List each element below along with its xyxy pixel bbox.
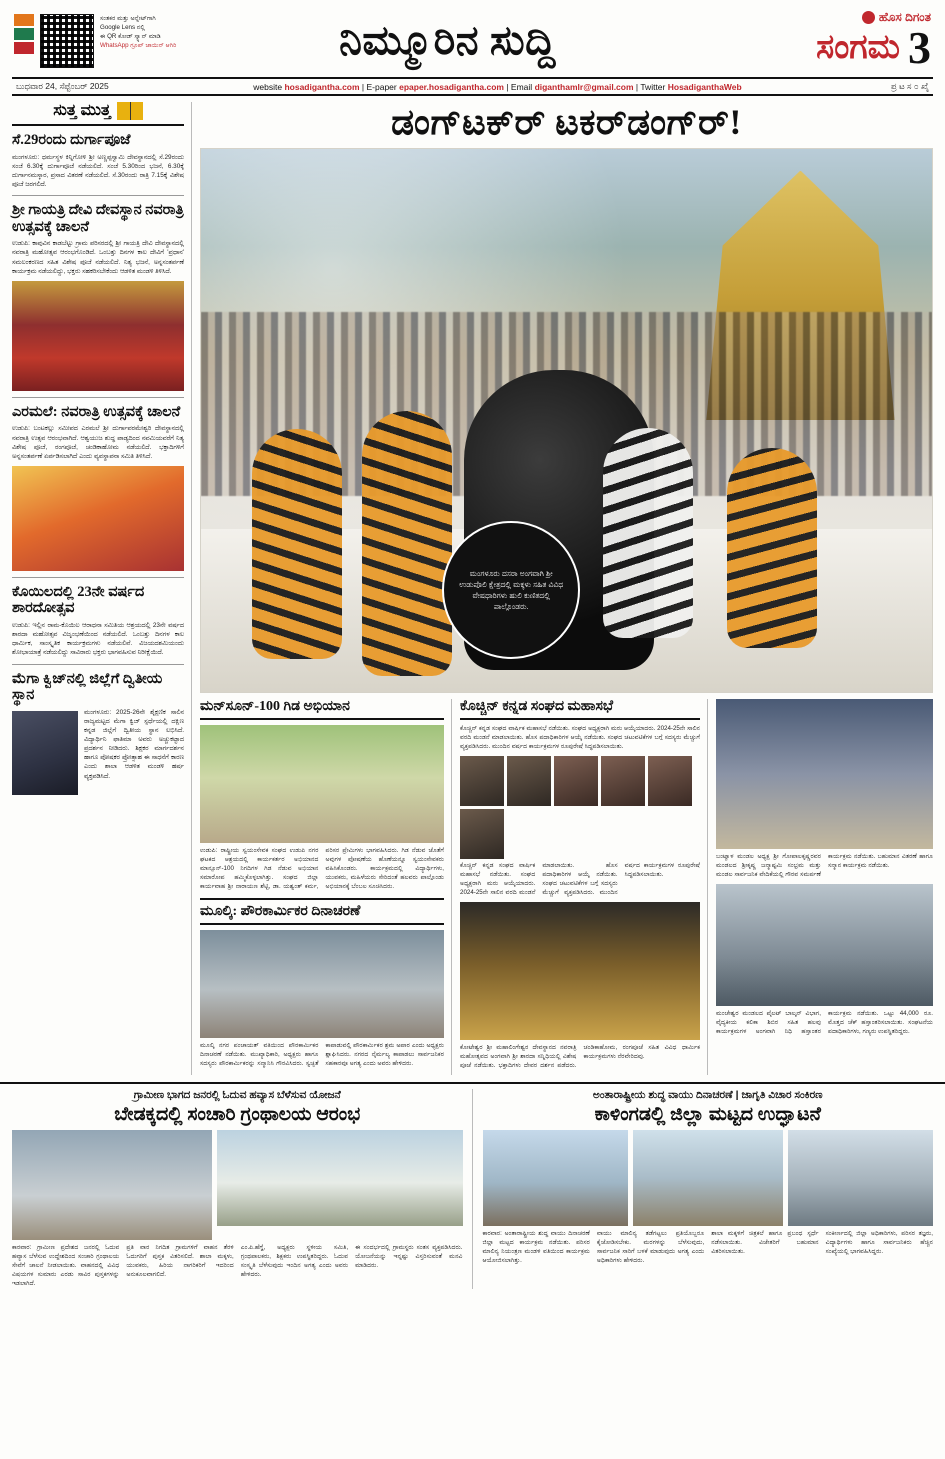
story-photo xyxy=(12,281,184,391)
story-body: ಉಡುಪಿ: ಇಲ್ಲಿನ ರಾಮ-ಕೊಯಿಲ ಆರಾಧನಾ ಸಮಿತಿಯ ಆಶ್ರಯದಲ್ಲಿ 23ನೇ ವರ್ಷದ ಶಾರದಾ ಮಹೋತ್ಸವ ವಿಜೃಂಭಣೆಯಿಂದ ನಡೆಯಲಿದೆ. ಒಂಬತ್ತು ದಿನಗಳ ಕಾಲ ಧಾರ್ಮಿಕ, ಸಾಂಸ್ಕೃತಿಕ ಕಾರ್ಯಕ್ರಮಗಳು ನಡೆಯಲಿವೆ. ವಿಜಯದಶಮಿಯಂದು ಶೋಭಾಯಾತ್ರೆ ನಡೆಯಲಿದ್ದು ಸಾವಿರಾರು ಭಕ್ತರು ಭಾಗವಹಿಸುವ ನಿರೀಕ್ಷೆಯಿದೆ. xyxy=(12,622,184,657)
sun-icon xyxy=(862,11,875,24)
sub-caption-continued: ಕೊಚ್ಚಿನ್ ಕನ್ನಡ ಸಂಘದ ವಾರ್ಷಿಕ ಮಹಾಸಭೆ ನಡೆಯಿತು. ಸಂಘದ ಅಧ್ಯಕ್ಷರಾಗಿ ಮರು ಆಯ್ಕೆಯಾದರು. 2024-25ನೇ ಸಾಲಿನ ವರದಿ ಮಂಡನೆ ಮಾಡಲಾಯಿತು. ಹೊಸ ಪದಾಧಿಕಾರಿಗಳ ಆಯ್ಕೆ ನಡೆಯಿತು. ಸಂಘದ ಚಟುವಟಿಕೆಗಳ ಬಗ್ಗೆ ಸದಸ್ಯರು ಮೆಚ್ಚುಗೆ ವ್ಯಕ್ತಪಡಿಸಿದರು. ಮುಂದಿನ ವರ್ಷದ ಕಾರ್ಯಕ್ರಮಗಳ ರೂಪುರೇಷೆ ಸಿದ್ಧಪಡಿಸಲಾಯಿತು. xyxy=(460,861,700,896)
sub-column-a xyxy=(200,699,452,1075)
left-story-3 xyxy=(12,404,184,571)
page-number: 3 xyxy=(908,22,931,73)
bottom-body-4: ಸಂಕೀರ್ಣದಲ್ಲಿ ಜಿಲ್ಲಾ ಅಧಿಕಾರಿಗಳು, ಪರಿಸರ ತಜ್ಞರು, ವಿದ್ಯಾರ್ಥಿಗಳು ಹಾಗೂ ಸಾರ್ವಜನಿಕರು ಹೆಚ್ಚಿನ ಸಂಖ್ಯೆಯಲ್ಲಿ ಭಾಗವಹಿಸಿದ್ದರು. xyxy=(825,1230,933,1256)
portrait-thumb xyxy=(460,809,504,859)
brand-line xyxy=(666,10,931,25)
bottom-photos xyxy=(12,1130,463,1240)
bottom-body-2: ಪ್ರತಿ ವಾರ ನಿಗದಿತ ಗ್ರಾಮಗಳಿಗೆ ವಾಹನ ತೆರಳಿ ಓದುಗರಿಗೆ ಪುಸ್ತಕ ವಿತರಿಸಲಿದೆ. ಶಾಲಾ ಮಕ್ಕಳು, ಯುವಕರು, ಹಿರಿಯ ನಾಗರಿಕರಿಗೆ ಇದರಿಂದ ಅನುಕೂಲವಾಗಲಿದೆ. xyxy=(126,1244,234,1279)
qr-line-3: ಈ QR ಕೋಡ್ ಸ್ಕ್ಯಾನ್ ಮಾಡಿ xyxy=(100,33,161,41)
bottom-text-row xyxy=(483,1230,934,1266)
bottom-photo-speaker xyxy=(788,1130,933,1226)
link-label-twitter: Twitter xyxy=(640,81,666,92)
story-body: ಉಡುಪಿ: ಕಾಪುವಿನ ಕಾಡಬೆಟ್ಟು ಗ್ರಾಮ ಪರಿಸರದಲ್ಲಿ ಶ್ರೀ ಗಾಯತ್ರಿ ದೇವಿ ದೇವಸ್ಥಾನದಲ್ಲಿ ನವರಾತ್ರಿ ಮಹೋತ್ಸವ ಆರಂಭಗೊಂಡಿದೆ. ಒಂಬತ್ತು ದಿನಗಳ ಕಾಲ ದೇವಿಗೆ 'ಪ್ರಧಾನ' ಸಮಲಂಕರಣದ ಸಹಿತ ವಿಶೇಷ ಪೂಜೆ ನಡೆಯಲಿದೆ. ನಿತ್ಯ ಭಜನೆ, ಅನ್ನಸಂತರ್ಪಣೆ ಕಾರ್ಯಕ್ರಮ ನಡೆಯಲಿದ್ದು, ಭಕ್ತರು ಸಹಕರಿಸಬೇಕೆಂದು ಆಡಳಿತ ಮಂಡಳಿ ತಿಳಿಸಿದೆ. xyxy=(12,240,184,275)
masthead-title-text: ನಿಮ್ಮೂರಿನ ಸುದ್ದಿ xyxy=(339,17,556,63)
link-value-website[interactable]: hosadigantha.com xyxy=(284,81,360,92)
bottom-body-2: ವಾಯು ಮಾಲಿನ್ಯ ತಡೆಗಟ್ಟಲು ಪ್ರತಿಯೊಬ್ಬರೂ ಕೈಜೋಡಿಸಬೇಕು. ಮರಗಳನ್ನು ಬೆಳೆಸುವುದು, ಸಾರ್ವಜನಿಕ ಸಾರಿಗೆ ಬಳಕೆ ಮಾಡುವುದು ಅಗತ್ಯ ಎಂದು ಅಧಿಕಾರಿಗಳು ಹೇಳಿದರು. xyxy=(596,1230,705,1265)
rule xyxy=(12,577,184,578)
bottom-photo-ribbon xyxy=(633,1130,783,1226)
tiger-dancer-graphic xyxy=(727,448,817,648)
bottom-photos xyxy=(483,1130,934,1226)
story-headline: ಮೆಗಾ ಕ್ವಿಜ್‌ನಲ್ಲಿ ಜಿಲ್ಲೆಗೆ ದ್ವಿತೀಯ ಸ್ಥಾನ xyxy=(12,670,163,704)
portrait-thumb xyxy=(460,756,504,806)
section-row xyxy=(666,22,931,73)
book-icon xyxy=(117,102,143,120)
section-name: ಸಂಗಮ xyxy=(816,29,900,66)
bottom-headline: ಬೇಡಕ್ಕದಲ್ಲಿ ಸಂಚಾರಿ ಗ್ರಂಥಾಲಯ ಆರಂಭ xyxy=(114,1103,361,1125)
bottom-body-1: ಕಾರವಾರ: ಅಂತಾರಾಷ್ಟ್ರೀಯ ಶುದ್ಧ ವಾಯು ದಿನಾಚರಣೆ ಜಿಲ್ಲಾ ಮಟ್ಟದ ಕಾರ್ಯಕ್ರಮ ನಡೆಯಿತು. ಪರಿಸರ ಮಾಲಿನ್ಯ ನಿಯಂತ್ರಣ ಮಂಡಳಿ ವತಿಯಿಂದ ಕಾರ್ಯಕ್ರಮ ಆಯೋಜಿಸಲಾಗಿತ್ತು. xyxy=(482,1230,590,1265)
portrait-thumb xyxy=(554,756,598,806)
left-column xyxy=(12,102,192,1075)
bottom-photo-stage xyxy=(483,1130,628,1226)
masthead xyxy=(0,0,945,75)
main-column xyxy=(200,102,933,1075)
hero-caption-bubble: ಮಂಗಳೂರು ದಸರಾ ಅಂಗವಾಗಿ ಶ್ರೀ ಉಡುಪೊಲಿ ಕ್ಷೇತ್ರದಲ್ಲಿ ಮಕ್ಕಳು ಸಹಿತ ವಿವಿಧ ವೇಷಧಾರಿಗಳು ಹುಲಿ ಕುಣಿತದಲ್ಲಿ ಪಾಲ್ಗೊಂಡರು. xyxy=(442,521,580,659)
sub-column-c xyxy=(716,699,933,1075)
sub-caption: ಉಡುಪಿ: ರಾಷ್ಟ್ರೀಯ ಸ್ವಯಂಸೇವಕ ಸಂಘದ ಉಡುಪಿ ನಗರ ಘಟಕದ ಆಶ್ರಯದಲ್ಲಿ ಕಾರ್ಯಕರ್ತರ ಅಭಿಯಾನದ ಮಾನ್ಸೂನ್-100 ನಿಗದಿಗಳ ಗಿಡ ನೆಡುವ ಅಭಿಯಾನ ಸಮಾರೋಪ ಹಮ್ಮಿಕೊಳ್ಳಲಾಗಿತ್ತು. ಸಂಘದ ಜಿಲ್ಲಾ ಕಾರ್ಯವಾಹ ಶ್ರೀ ನಾರಾಯಣ ಶೆಟ್ಟಿ, ಡಾ. ಯಶ್ವಂತ್ ಕರ್ಮ, ಪರಿಸರ ಪ್ರೇಮಿಗಳು ಭಾಗವಹಿಸಿದರು. ಗಿಡ ನೆಡುವ ಜೊತೆಗೆ ಅವುಗಳ ಪೋಷಣೆಯ ಹೊಣೆಯನ್ನೂ ಸ್ವಯಂಸೇವಕರು ವಹಿಸಿಕೊಂಡರು. ಕಾರ್ಯಕ್ರಮದಲ್ಲಿ ವಿದ್ಯಾರ್ಥಿಗಳು, ಯುವಕರು, ಮಹಿಳೆಯರು ಸೇರಿದಂತೆ ಹಲವರು ಪಾಲ್ಗೊಂಡು ಅಭಿಯಾನಕ್ಕೆ ಬೆಂಬಲ ಸೂಚಿಸಿದರು. xyxy=(200,846,444,890)
page-tag: ಪ್ರ ಟ ಸ ೦ ಖೈ xyxy=(890,81,929,91)
rule xyxy=(200,898,444,900)
portrait-thumb xyxy=(507,756,551,806)
sub-headline: ಕೊಚ್ಚಿನ್ ಕನ್ನಡ ಸಂಘದ ಮಹಾಸಭೆ xyxy=(460,699,700,720)
bottom-story-left xyxy=(12,1089,473,1290)
link-label-epaper: E-paper xyxy=(366,81,397,92)
link-value-twitter[interactable]: HosadiganthaWeb xyxy=(667,81,742,92)
sub-stories-grid xyxy=(200,699,933,1075)
qr-line-4: WhatsApp ಗ್ರೂಪ್ ಜಾಯಿನ್ ಆಗಿರಿ xyxy=(100,42,177,50)
bottom-kicker: ಅಂತಾರಾಷ್ಟ್ರೀಯ ಶುದ್ಧ ವಾಯು ದಿನಾಚರಣೆ | ಜಾಗೃತಿ ವಿಚಾರ ಸಂಕಿರಣ xyxy=(592,1088,823,1101)
link-label-email: Email xyxy=(510,81,533,92)
bottom-photo-van xyxy=(217,1130,462,1226)
link-value-email[interactable]: diganthamlr@gmail.com xyxy=(534,81,634,92)
story-body: ಮಂಗಳೂರು: ಧರ್ಮಸ್ಥಳ ಕಿನ್ನಿಗೋಳಿ ಶ್ರೀ ಅಣ್ಣಪ್ಪಸ್ವಾಮಿ ದೇವಸ್ಥಾನದಲ್ಲಿ ಸೆ.29ರಂದು ಸಂಜೆ 6.30ಕ್ಕೆ ದುರ್ಗಾಪೂಜೆ ನಡೆಯಲಿದೆ. ಸಂಜೆ 5.30ರಿಂದ ಭಜನೆ, 6.30ಕ್ಕೆ ದುರ್ಗಾನಮಸ್ಕಾರ, ಪ್ರಸಾದ ವಿತರಣೆ ನಡೆಯಲಿದೆ. ಸೆ.30ರಂದು ರಾತ್ರಿ 7.15ಕ್ಕೆ ವಿಶೇಷ ಪೂಜೆ ಜರಗಲಿದೆ. xyxy=(12,153,184,188)
sub-photo-temple xyxy=(460,902,700,1040)
main-headline: ಡಂಗ್‌ಟಕ್‌ರ್ ಟಕರ್‌ಡಂಗ್‌ರ್! xyxy=(391,102,742,142)
color-bars xyxy=(14,14,34,54)
sub-caption: ಮೂಲ್ಕಿ ನಗರ ಪಂಚಾಯತ್ ವತಿಯಿಂದ ಪೌರಕಾರ್ಮಿಕರ ದಿನಾಚರಣೆ ನಡೆಯಿತು. ಮುಖ್ಯಾಧಿಕಾರಿ, ಅಧ್ಯಕ್ಷರು ಹಾಗೂ ಸದಸ್ಯರು ಪೌರಕಾರ್ಮಿಕರನ್ನು ಸನ್ಮಾನಿಸಿ ಗೌರವಿಸಿದರು. ಸ್ವಚ್ಛತೆ ಕಾಪಾಡುವಲ್ಲಿ ಪೌರಕಾರ್ಮಿಕರ ಶ್ರಮ ಅಪಾರ ಎಂದು ಅಧ್ಯಕ್ಷರು ಶ್ಲಾಘಿಸಿದರು. ನಗರದ ನೈರ್ಮಲ್ಯ ಕಾಪಾಡಲು ಸಾರ್ವಜನಿಕರ ಸಹಕಾರವೂ ಅಗತ್ಯ ಎಂದು ಅವರು ಹೇಳಿದರು. xyxy=(200,1041,444,1067)
info-bar xyxy=(12,77,933,96)
qr-block xyxy=(14,14,229,68)
qr-instructions xyxy=(100,14,176,51)
bottom-body-1: ಕಾರವಾರ: ಗ್ರಾಮೀಣ ಪ್ರದೇಶದ ಜನರಲ್ಲಿ ಓದುವ ಹವ್ಯಾಸ ಬೆಳೆಸುವ ಉದ್ದೇಶದಿಂದ ಸಂಚಾರಿ ಗ್ರಂಥಾಲಯ ಸೇವೆಗೆ ಚಾಲನೆ ನೀಡಲಾಯಿತು. ವಾಹನದಲ್ಲಿ ವಿವಿಧ ವಿಷಯಗಳ ಸುಮಾರು ಎರಡು ಸಾವಿರ ಪುಸ್ತಕಗಳನ್ನು ಇಡಲಾಗಿದೆ. xyxy=(12,1244,120,1288)
bottom-body-3: ಎಂ.ಪಿ.ಹೆಗ್ಡೆ, ಅಧ್ಯಕ್ಷರು ಸ್ಥಳೀಯ ಸಮಿತಿ, ಗ್ರಂಥಪಾಲಕರು, ಶಿಕ್ಷಕರು ಉಪಸ್ಥಿತರಿದ್ದರು. ಓದುವ ಸಂಸ್ಕೃತಿ ಬೆಳೆಸುವುದು ಇಂದಿನ ಅಗತ್ಯ ಎಂದು ಅವರು ಹೇಳಿದರು. xyxy=(240,1244,349,1279)
link-value-epaper[interactable]: epaper.hosadigantha.com xyxy=(399,81,504,92)
story-body: ಮಂಗಳೂರು: 2025-26ನೇ ಶೈಕ್ಷಣಿಕ ಸಾಲಿನ ರಾಜ್ಯಮಟ್ಟದ ಮೆಗಾ ಕ್ವಿಜ್ ಸ್ಪರ್ಧೆಯಲ್ಲಿ ದಕ್ಷಿಣ ಕನ್ನಡ ಜಿಲ್ಲೆಗೆ ದ್ವಿತೀಯ ಸ್ಥಾನ ಲಭಿಸಿದೆ. ವಿದ್ಯಾರ್ಥಿನಿ ಫಾತಿಮಾ ಅವರು ಅಚ್ಚುಕಟ್ಟಾದ ಪ್ರದರ್ಶನ ನೀಡಿದರು. ಶಿಕ್ಷಕರ ಮಾರ್ಗದರ್ಶನ ಹಾಗೂ ಪೋಷಕರ ಪ್ರೋತ್ಸಾಹ ಈ ಸಾಧನೆಗೆ ಕಾರಣ ಎಂದು ಶಾಲಾ ಆಡಳಿತ ಮಂಡಳಿ ಹರ್ಷ ವ್ಯಕ್ತಪಡಿಸಿದೆ. xyxy=(84,708,184,780)
portrait-thumb xyxy=(648,756,692,806)
left-story-4 xyxy=(12,584,184,658)
sub-headline: ಮನ್‌ಸೂನ್-100 ಗಿಡ ಅಭಿಯಾನ xyxy=(200,699,444,720)
bottom-section xyxy=(0,1082,945,1290)
rule xyxy=(12,397,184,398)
story-portrait-photo xyxy=(12,711,78,795)
sub-photo-mulki xyxy=(200,930,444,1038)
left-story-1 xyxy=(12,132,184,189)
left-story-5 xyxy=(12,671,184,781)
donation-caption: ಮಂಚೇಶ್ವರ ಮಂಡಲದ ಪೈಲಟ್ ಬಾಲ್ಕನ್ ವಿಭಾಗ, ವೈದ್ಯಕೀಯ ಕಲಿಕಾ ಶಿಬಿರ ಸಹಿತ ಹಲವು ಕಾರ್ಯಕ್ರಮಗಳ ಅಂಗವಾಗಿ ನಿಧಿ ಹಸ್ತಾಂತರ ಕಾರ್ಯಕ್ರಮ ನಡೆಯಿತು. ಒಟ್ಟು 44,000 ರೂ. ಮೊತ್ತದ ಚೆಕ್ ಹಸ್ತಾಂತರಿಸಲಾಯಿತು. ಸಂಘಟನೆಯ ಪದಾಧಿಕಾರಿಗಳು, ಗಣ್ಯರು ಉಪಸ್ಥಿತರಿದ್ದರು. xyxy=(716,1009,933,1035)
story-headline: ಕೊಯಿಲದಲ್ಲಿ 23ನೇ ವರ್ಷದ ಶಾರದೋತ್ಸವ xyxy=(12,583,145,617)
issue-date: ಬುಧವಾರ 24, ಸೆಪ್ಟೆಂಬರ್ 2025 xyxy=(16,81,109,91)
story-photo xyxy=(12,466,184,571)
bottom-body-3: ಶಾಲಾ ಮಕ್ಕಳಿಗೆ ಚಿತ್ರಕಲೆ ಹಾಗೂ ಪ್ರಬಂಧ ಸ್ಪರ್ಧೆ ನಡೆಸಲಾಯಿತು. ವಿಜೇತರಿಗೆ ಬಹುಮಾನ ವಿತರಿಸಲಾಯಿತು. xyxy=(711,1230,819,1256)
qr-line-1: ಸಂತಕರ ಮತ್ತು ಅನ್ನೇಟ್‌ಗಾಗಿ xyxy=(100,14,156,22)
hero-photo xyxy=(200,148,933,693)
tiger-dancer-graphic xyxy=(252,429,342,659)
sub-photo-monsoon xyxy=(200,725,444,843)
office-bearer-photos xyxy=(460,756,700,859)
left-story-2 xyxy=(12,202,184,391)
story-headline: ಸೆ.29ರಂದು ದುರ್ಗಾಪೂಜೆ xyxy=(12,132,131,148)
contact-links: website hosadigantha.com | E-paper epaper.hosadigantha.com | Email diganthamlr@gmail.com | Twitter HosadiganthaWeb xyxy=(253,81,742,92)
masthead-brand xyxy=(666,10,931,71)
brand-name: ಹೊಸ ದಿಗಂತ xyxy=(878,10,931,24)
story-body: ಉಡುಪಿ: ಬಂಟಕಲ್ಲು ಸಮೀಪದ ಎರಮಲೆ ಶ್ರೀ ದುರ್ಗಾಪರಮೇಶ್ವರಿ ದೇವಸ್ಥಾನದಲ್ಲಿ ನವರಾತ್ರಿ ಉತ್ಸವ ಆರಂಭವಾಗಿದೆ. ಆಶ್ವಯುಜ ಶುದ್ಧ ಪಾಡ್ಯದಿಂದ ನವಮಿಯವರೆಗೆ ನಿತ್ಯ ವಿಶೇಷ ಪೂಜೆ, ರಂಗಪೂಜೆ, ಚಂಡಿಕಾಹೋಮ ನಡೆಯಲಿದೆ. ಭಕ್ತಾದಿಗಳಿಗೆ ಅನ್ನಸಂತರ್ಪಣೆ ಏರ್ಪಡಿಸಲಾಗಿದೆ ಎಂದು ವ್ಯವಸ್ಥಾಪನಾ ಸಮಿತಿ ತಿಳಿಸಿದೆ. xyxy=(12,425,184,460)
section-label-part1: ಸುತ್ತ ಮುತ್ತ xyxy=(53,102,111,119)
story-headline: ಎರಮಲೆ: ನವರಾತ್ರಿ ಉತ್ಸವಕ್ಕೆ ಚಾಲನೆ xyxy=(12,403,181,420)
tiger-dancer-graphic xyxy=(603,428,693,638)
bottom-body-4: ಈ ಸಂದರ್ಭದಲ್ಲಿ ಗ್ರಾಮಸ್ಥರು ಸಂತಸ ವ್ಯಕ್ತಪಡಿಸಿದರು. ಯೋಜನೆಯನ್ನು ಇನ್ನಷ್ಟು ವಿಸ್ತರಿಸುವಂತೆ ಮನವಿ ಮಾಡಿದರು. xyxy=(355,1244,463,1270)
rule xyxy=(12,664,184,665)
sub-photo-award xyxy=(716,699,933,849)
bottom-text-row xyxy=(12,1244,463,1289)
qr-line-2: Google Lens ನಲ್ಲಿ xyxy=(100,23,145,31)
bottom-photo-people xyxy=(12,1130,212,1240)
page-title xyxy=(239,16,656,65)
rule xyxy=(12,195,184,196)
sub-caption: ಕೊಚ್ಚಿನ್ ಕನ್ನಡ ಸಂಘದ ವಾರ್ಷಿಕ ಮಹಾಸಭೆ ನಡೆಯಿತು. ಸಂಘದ ಅಧ್ಯಕ್ಷರಾಗಿ ಮರು ಆಯ್ಕೆಯಾದರು. 2024-25ನೇ ಸಾಲಿನ ವರದಿ ಮಂಡನೆ ಮಾಡಲಾಯಿತು. ಹೊಸ ಪದಾಧಿಕಾರಿಗಳ ಆಯ್ಕೆ ನಡೆಯಿತು. ಸಂಘದ ಚಟುವಟಿಕೆಗಳ ಬಗ್ಗೆ ಸದಸ್ಯರು ಮೆಚ್ಚುಗೆ ವ್ಯಕ್ತಪಡಿಸಿದರು. ಮುಂದಿನ ವರ್ಷದ ಕಾರ್ಯಕ್ರಮಗಳ ರೂಪುರೇಷೆ ಸಿದ್ಧಪಡಿಸಲಾಯಿತು. xyxy=(460,724,700,750)
sub-photo-donation xyxy=(716,884,933,1006)
bottom-story-right xyxy=(483,1089,934,1290)
tiger-dancer-graphic xyxy=(362,411,452,676)
sub-column-b xyxy=(460,699,708,1075)
portrait-thumb xyxy=(601,756,645,806)
link-label-website: website xyxy=(253,81,283,92)
qr-code-icon[interactable] xyxy=(40,14,94,68)
temple-caption: ಕೋಟೇಶ್ವರ ಶ್ರೀ ಮಹಾಲಿಂಗೇಶ್ವರ ದೇವಸ್ಥಾನದ ನವರಾತ್ರಿ ಮಹೋತ್ಸವದ ಅಂಗವಾಗಿ ಶ್ರೀ ಶಾರದಾ ಸನ್ನಿಧಿಯಲ್ಲಿ ವಿಶೇಷ ಪೂಜೆ ನಡೆಯಿತು. ಭಕ್ತಾದಿಗಳು ದೇವರ ದರ್ಶನ ಪಡೆದರು. ಚಂಡಿಕಾಹೋಮ, ರಂಗಪೂಜೆ ಸಹಿತ ವಿವಿಧ ಧಾರ್ಮಿಕ ಕಾರ್ಯಕ್ರಮಗಳು ನೆರವೇರಿದವು. xyxy=(460,1043,700,1069)
bottom-headline: ಕಾಳಿಂಗಡಲ್ಲಿ ಜಿಲ್ಲಾ ಮಟ್ಟದ ಉದ್ಘಾಟನೆ xyxy=(594,1103,821,1125)
award-caption: ಬಂಟ್ವಾಳ ಮಂಡಲ ಅಧ್ಯಕ್ಷ ಶ್ರೀ ಗೋಪಾಲಕೃಷ್ಣರವರ ಮಂಡಲದ ಶ್ರೀಕೃಷ್ಣ ಜನ್ಮಾಷ್ಟಮಿ ಸಂಭ್ರಮ ಮತ್ತು ಮಂಡಲ ಸಾರ್ವಜನಿಕ ವೇದಿಕೆಯಲ್ಲಿ ಗೌರವ ಸಮರ್ಪಣೆ ಕಾರ್ಯಕ್ರಮ ನಡೆಯಿತು. ಬಹುಮಾನ ವಿತರಣೆ ಹಾಗೂ ಸನ್ಮಾನ ಕಾರ್ಯಕ್ರಮ ನಡೆಯಿತು. xyxy=(716,852,933,878)
story-headline: ಶ್ರೀ ಗಾಯತ್ರಿ ದೇವಿ ದೇವಸ್ಥಾನ ನವರಾತ್ರಿ ಉತ್ಸವಕ್ಕೆ ಚಾಲನೆ xyxy=(12,202,184,235)
body-wrapper xyxy=(0,96,945,1075)
left-section-header xyxy=(12,102,184,126)
sub-headline: ಮೂಲ್ಕಿ: ಪೌರಕಾರ್ಮಿಕರ ದಿನಾಚರಣೆ xyxy=(200,904,444,925)
bottom-kicker: ಗ್ರಾಮೀಣ ಭಾಗದ ಜನರಲ್ಲಿ ಓದುವ ಹವ್ಯಾಸ ಬೆಳೆಸುವ ಯೋಜನೆ xyxy=(133,1088,341,1101)
